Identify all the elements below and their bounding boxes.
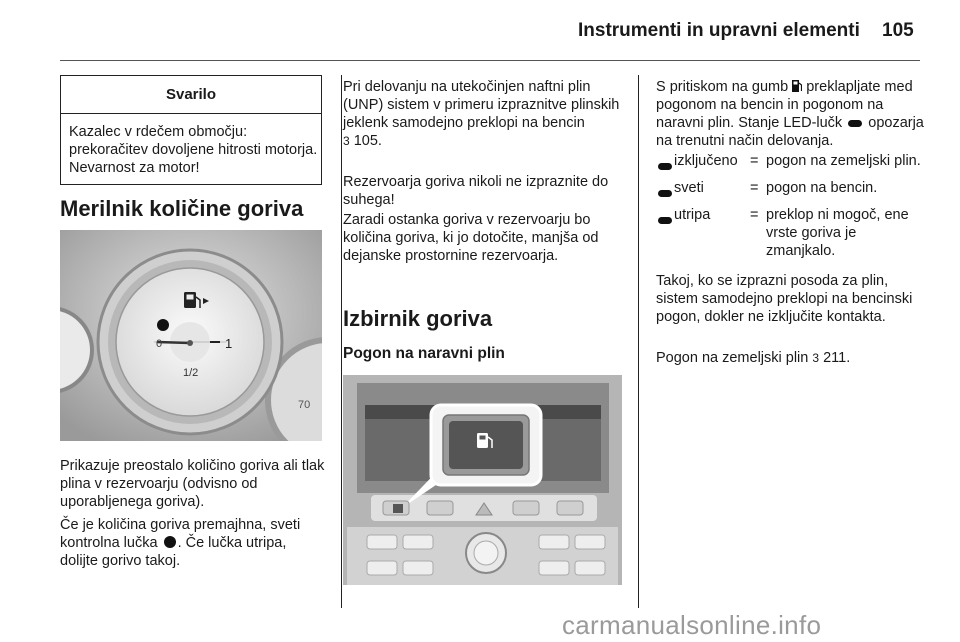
led-state-row bbox=[656, 179, 922, 202]
natural-gas-reference-text: Pogon na zemeljski plin bbox=[656, 350, 809, 366]
lpg-switchover-text: Pri delovanju na utekočinjen naftni plin (UNP) sistem v primeru izpraznitve plinskih jeklenk samodejno preklopi na bencin bbox=[343, 79, 620, 131]
page-header-title: Instrumenti in upravni elementi bbox=[578, 20, 860, 41]
fuel-warning-paragraph bbox=[60, 516, 328, 570]
fuel-selector-heading: Izbirnik goriva bbox=[343, 306, 493, 331]
fuel-warning-lamp-icon bbox=[164, 536, 176, 548]
led-state-label: utripa bbox=[674, 207, 711, 223]
fuel-selector-photo bbox=[343, 375, 622, 585]
page-number: 105 bbox=[882, 20, 914, 41]
led-state-label: sveti bbox=[674, 180, 704, 196]
led-indicator-icon bbox=[848, 120, 862, 127]
led-state-label: izključeno bbox=[674, 153, 738, 169]
led-flashing-icon bbox=[658, 217, 672, 224]
speedo-scale-label: 70 bbox=[298, 399, 311, 411]
fuel-selector-text-c: opozarja na trenutni način delovanja. bbox=[656, 115, 924, 149]
lpg-switchover-paragraph bbox=[343, 78, 628, 150]
fuel-selector-paragraph bbox=[656, 78, 924, 150]
fuel-gauge-photo bbox=[60, 230, 322, 441]
led-off-icon bbox=[658, 163, 672, 170]
gauge-label-half: 1/2 bbox=[183, 367, 199, 379]
warning-text: Kazalec v rdečem območju: prekoračitev dovoljene hitrosti motorja. Nevarnost za motor! bbox=[69, 124, 318, 176]
fuel-gauge-illustration bbox=[60, 230, 322, 441]
natural-gas-subheading: Pogon na naravni plin bbox=[343, 345, 505, 362]
fuel-button-icon bbox=[792, 80, 802, 92]
fuel-selector-text-a: S pritiskom na gumb bbox=[656, 79, 789, 95]
page-reference-icon: 3 bbox=[343, 134, 350, 148]
led-state-equals: = bbox=[750, 153, 759, 169]
watermark: carmanualsonline.info bbox=[562, 610, 822, 640]
natural-gas-reference-page: 211. bbox=[823, 350, 851, 366]
led-states-table bbox=[656, 152, 922, 264]
never-empty-tank-note: Rezervoarja goriva nikoli ne izpraznite do suhega! bbox=[343, 174, 609, 208]
led-state-meaning: pogon na zemeljski plin. bbox=[766, 153, 921, 169]
natural-gas-reference bbox=[656, 349, 924, 367]
led-state-equals: = bbox=[750, 180, 759, 196]
led-state-meaning: preklop ni mogoč, ene vrste goriva je zmanjkalo. bbox=[766, 207, 909, 259]
column-divider-left bbox=[341, 75, 342, 608]
gas-empty-switchover-paragraph: Takoj, ko se izprazni posoda za plin, sistem samodejno preklopi na bencinski pogon, dokler ne izključite kontakta. bbox=[656, 273, 913, 325]
fuel-gauge-description: Prikazuje preostalo količino goriva ali tlak plina v rezervoarju (odvisno od uporabljenega goriva). bbox=[60, 458, 325, 510]
led-on-icon bbox=[658, 190, 672, 197]
gauge-label-full: 1 bbox=[225, 336, 233, 351]
lpg-switchover-page: 105. bbox=[353, 133, 382, 149]
header-divider bbox=[60, 60, 920, 61]
warning-heading: Svarilo bbox=[61, 76, 321, 114]
gauge-label-empty: 0 bbox=[156, 338, 163, 350]
column-divider-right bbox=[638, 75, 639, 608]
fuel-selector-text-b: preklapljate med pogonom na bencin in pogonom na naravni plin. Stanje LED-lučk bbox=[656, 79, 913, 131]
residual-fuel-note: Zaradi ostanka goriva v rezervoarju bo količina goriva, ki jo dotočite, manjša od dejanske prostornine rezervoarja. bbox=[343, 212, 599, 264]
fuel-warning-text-start: Če je količina goriva premajhna, sveti kontrolna lučka bbox=[60, 517, 301, 551]
fuel-selector-illustration bbox=[343, 375, 622, 585]
page-reference-icon: 3 bbox=[812, 351, 820, 365]
fuel-gauge-heading: Merilnik količine goriva bbox=[60, 196, 304, 221]
led-state-meaning: pogon na bencin. bbox=[766, 180, 878, 196]
led-state-equals: = bbox=[750, 207, 759, 223]
led-state-row bbox=[656, 152, 922, 175]
led-state-row bbox=[656, 206, 922, 260]
fuel-warning-text-end: . Če lučka utripa, dolijte gorivo takoj. bbox=[60, 535, 287, 569]
warning-box bbox=[60, 75, 322, 185]
